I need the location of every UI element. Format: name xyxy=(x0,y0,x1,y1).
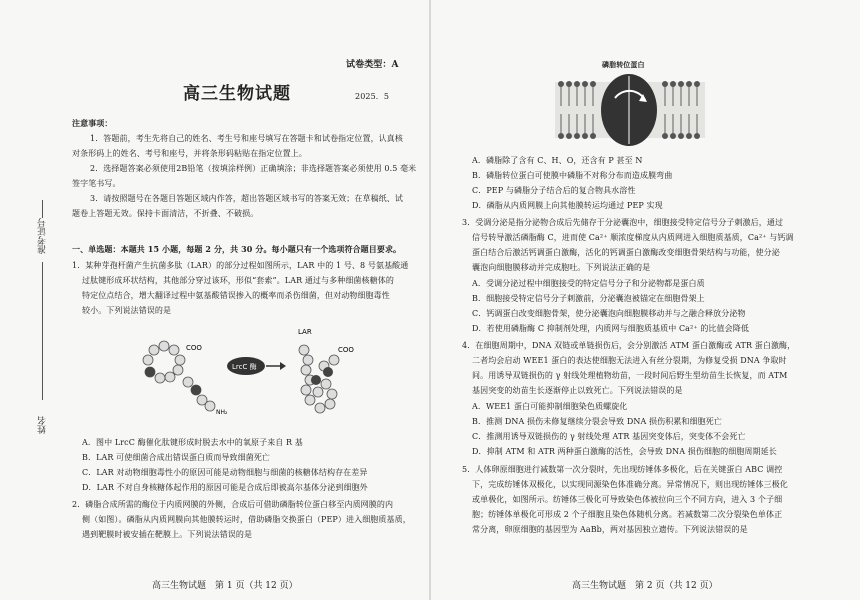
page-title: 高三生物试题 xyxy=(183,84,291,104)
q4-option: D．抑制 ATM 和 ATR 两种蛋白激酶的活性，会导致 DNA 损伤细胞的细胞周期延长 xyxy=(472,447,777,456)
fig2-label: 磷脂转位蛋白 xyxy=(602,60,645,69)
section-heading: 一、单选题：本题共 15 小题，每题 2 分，共 30 分。每小题只有一个选项符合题目要求。 xyxy=(72,244,402,254)
exam-type: 试卷类型：A xyxy=(346,60,399,70)
q5-line: 5．人体卵原细胞进行减数第一次分裂时，先出现纺锤体多极化，后在关键蛋白 ABC 调控 xyxy=(462,465,783,474)
q1-option: A．图中 LrcC 酶催化肽键形成时脱去水中的氧原子来自 R 基 xyxy=(82,438,303,447)
date: 2025．5 xyxy=(355,92,390,101)
q4-line: 4．在细胞周期中，DNA 双链或单链损伤后，会分别激活 ATM 蛋白激酶或 ATR 蛋白激酶， xyxy=(462,341,796,350)
q4-option: A．WEE1 蛋白可能抑制细胞染色质螺旋化 xyxy=(472,402,628,411)
q2-line: 侧（如图）。磷脂从内质网膜向其他膜转运时，借助磷脂交换蛋白（PEP）进入细胞质基质， xyxy=(82,515,411,524)
q3-line: 蛋白结合后激活钙调蛋白激酶，活化的钙调蛋白激酶改变细胞骨架结构与功能，使分泌 xyxy=(472,248,780,257)
q1-line: 较小。下列说法错误的是 xyxy=(82,306,172,315)
notice-line: 3．请按照题号在各题目答题区域内作答，超出答题区域书写的答案无效；在草稿纸、试 xyxy=(90,194,403,203)
q1-line: 1．某种芽孢杆菌产生抗菌多肽（LAR）的部分过程如图所示，LAR 中的 1 号、8 号氨基酸通 xyxy=(72,261,409,270)
q1-option: B．LAR 可使细菌合成出错误蛋白质而导致细菌死亡 xyxy=(82,453,271,462)
q2-line: 遇到靶膜时被安插在靶膜上。下列说法错误的是 xyxy=(82,530,253,539)
footer-left: 高三生物试题 第 1 页（共 12 页） xyxy=(152,581,298,591)
q4-option: C．推测用诱导双链损伤的 γ 射线处理 ATR 基因突变体后，突变体不会死亡 xyxy=(472,432,746,441)
q1-option: D．LAR 不对自身核糖体起作用的原因可能是合成后即被高尔基体分泌到细胞外 xyxy=(82,483,368,492)
q5-line: 或单极化，如图所示。纺锤体三极化可导致染色体被拉向三个不同方向，进入 3 个子细 xyxy=(472,495,783,504)
notice-line: 对条形码上的姓名、考号和座号，并将条形码粘贴在指定位置上。 xyxy=(72,149,307,158)
residue-8 xyxy=(191,385,201,395)
q5-line: 下，完成纺锤体双极化，以实现同源染色体准确分离。异常情况下，则出现纺锤体三极化 xyxy=(472,480,788,489)
q1-line: 过肽键形成环状结构，其他部分穿过该环，形似“套索”。LAR 通过与多种细菌核糖体的 xyxy=(82,276,394,285)
id-label: 准考证号 xyxy=(38,218,48,254)
notice-line: 1．答题前，考生先将自己的姓名、考生号和座号填写在答题卡和试卷指定位置，认真核 xyxy=(90,134,403,143)
q3-line: 3．受调分泌是指分泌物合成后先储存于分泌囊泡中，细胞接受特定信号分子刺激后，通过 xyxy=(462,218,784,227)
q4-line: 基因突变的幼苗生长逐渐停止以致死亡。下列说法错误的是 xyxy=(472,386,683,395)
coo-label-2: COO xyxy=(338,346,354,354)
q2-option: C．PEP 与磷脂分子结合后的复合物具水溶性 xyxy=(472,186,636,195)
q5-line: 胞；纺锤体单极化可形成 2 个子细胞且染色体随机分离。若减数第二次分裂染色单体正 xyxy=(472,510,783,519)
notice-line: 2．选择题答案必须使用2B铅笔（按填涂样例）正确填涂；非选择题答案必须使用 0.5 毫米 xyxy=(90,164,417,173)
notice-line: 签字笔书写。 xyxy=(72,179,121,188)
lar-label: LAR xyxy=(298,328,312,336)
q3-option: C．钙调蛋白改变细胞骨架，使分泌囊泡向细胞膜移动并与之融合释放分泌物 xyxy=(472,309,746,318)
enzyme-label: LrcC 酶 xyxy=(232,363,257,371)
page-fold xyxy=(429,0,431,600)
q1-line: 特定位点结合，增大翻译过程中氨基酸错误掺入的概率而杀伤细菌，但对动物细胞毒性 xyxy=(82,291,390,300)
q3-option: A．受调分泌过程中细胞接受的特定信号分子和分泌物都是蛋白质 xyxy=(472,279,705,288)
name-line xyxy=(42,300,43,400)
q3-line: 信号转导激活磷脂酶 C，进而使 Ca²⁺ 顺浓度梯度从内质网进入细胞质基质，Ca²⁺ 与钙调 xyxy=(472,233,794,242)
q3-option: D．若使用磷脂酶 C 抑制剂处理，内质网与细胞质基质中 Ca²⁺ 的比值会降低 xyxy=(472,324,749,333)
q2-figure xyxy=(555,70,705,150)
q2-option: D．磷脂从内质网膜上向其他膜转运均通过 PEP 实现 xyxy=(472,201,663,210)
q2-option: A．磷脂除了含有 C、H、O，还含有 P 甚至 N xyxy=(472,156,643,165)
residue-1 xyxy=(145,367,155,377)
q2-line: 2．磷脂合成所需的酶位于内质网膜的外侧，合成后可借助磷脂转位蛋白移至内质网膜的内 xyxy=(72,500,394,509)
notice-line: 题卷上答题无效。保持卡面清洁，不折叠、不破损。 xyxy=(72,209,259,218)
coo-label: COO xyxy=(186,344,202,352)
footer-right: 高三生物试题 第 2 页（共 12 页） xyxy=(572,581,718,591)
q4-line: 二者均会启动 WEE1 蛋白的表达使细胞无法进入有丝分裂期，为修复受损 DNA 争取时 xyxy=(472,356,787,365)
q5-line: 常分离，卵原细胞的基因型为 AaBb，两对基因独立遗传。下列说法错误的是 xyxy=(472,525,748,534)
q4-line: 间。用诱导双链损伤的 γ 射线处理植物幼苗，一段时间后野生型幼苗生长恢复，而 ATM xyxy=(472,371,788,380)
q1-figure xyxy=(130,320,370,430)
id-line xyxy=(42,200,43,218)
q2-option: B．磷脂转位蛋白可使膜中磷脂不对称分布而造成膜弯曲 xyxy=(472,171,673,180)
q1-option: C．LAR 对动物细胞毒性小的原因可能是动物细胞与细菌的核糖体结构存在差异 xyxy=(82,468,368,477)
arrow-head-icon xyxy=(280,362,286,370)
q4-option: B．推测 DNA 损伤未修复继续分裂会导致 DNA 损伤积累和细胞死亡 xyxy=(472,417,722,426)
name-label: 姓名 xyxy=(38,416,48,434)
nh2-label: NH₂ xyxy=(216,409,228,416)
q3-option: B．细胞接受特定信号分子刺激前，分泌囊泡被锚定在细胞骨架上 xyxy=(472,294,705,303)
q3-line: 囊泡向细胞膜移动并完成胞吐。下列说法正确的是 xyxy=(472,263,651,272)
notice-title: 注意事项： xyxy=(72,118,113,128)
